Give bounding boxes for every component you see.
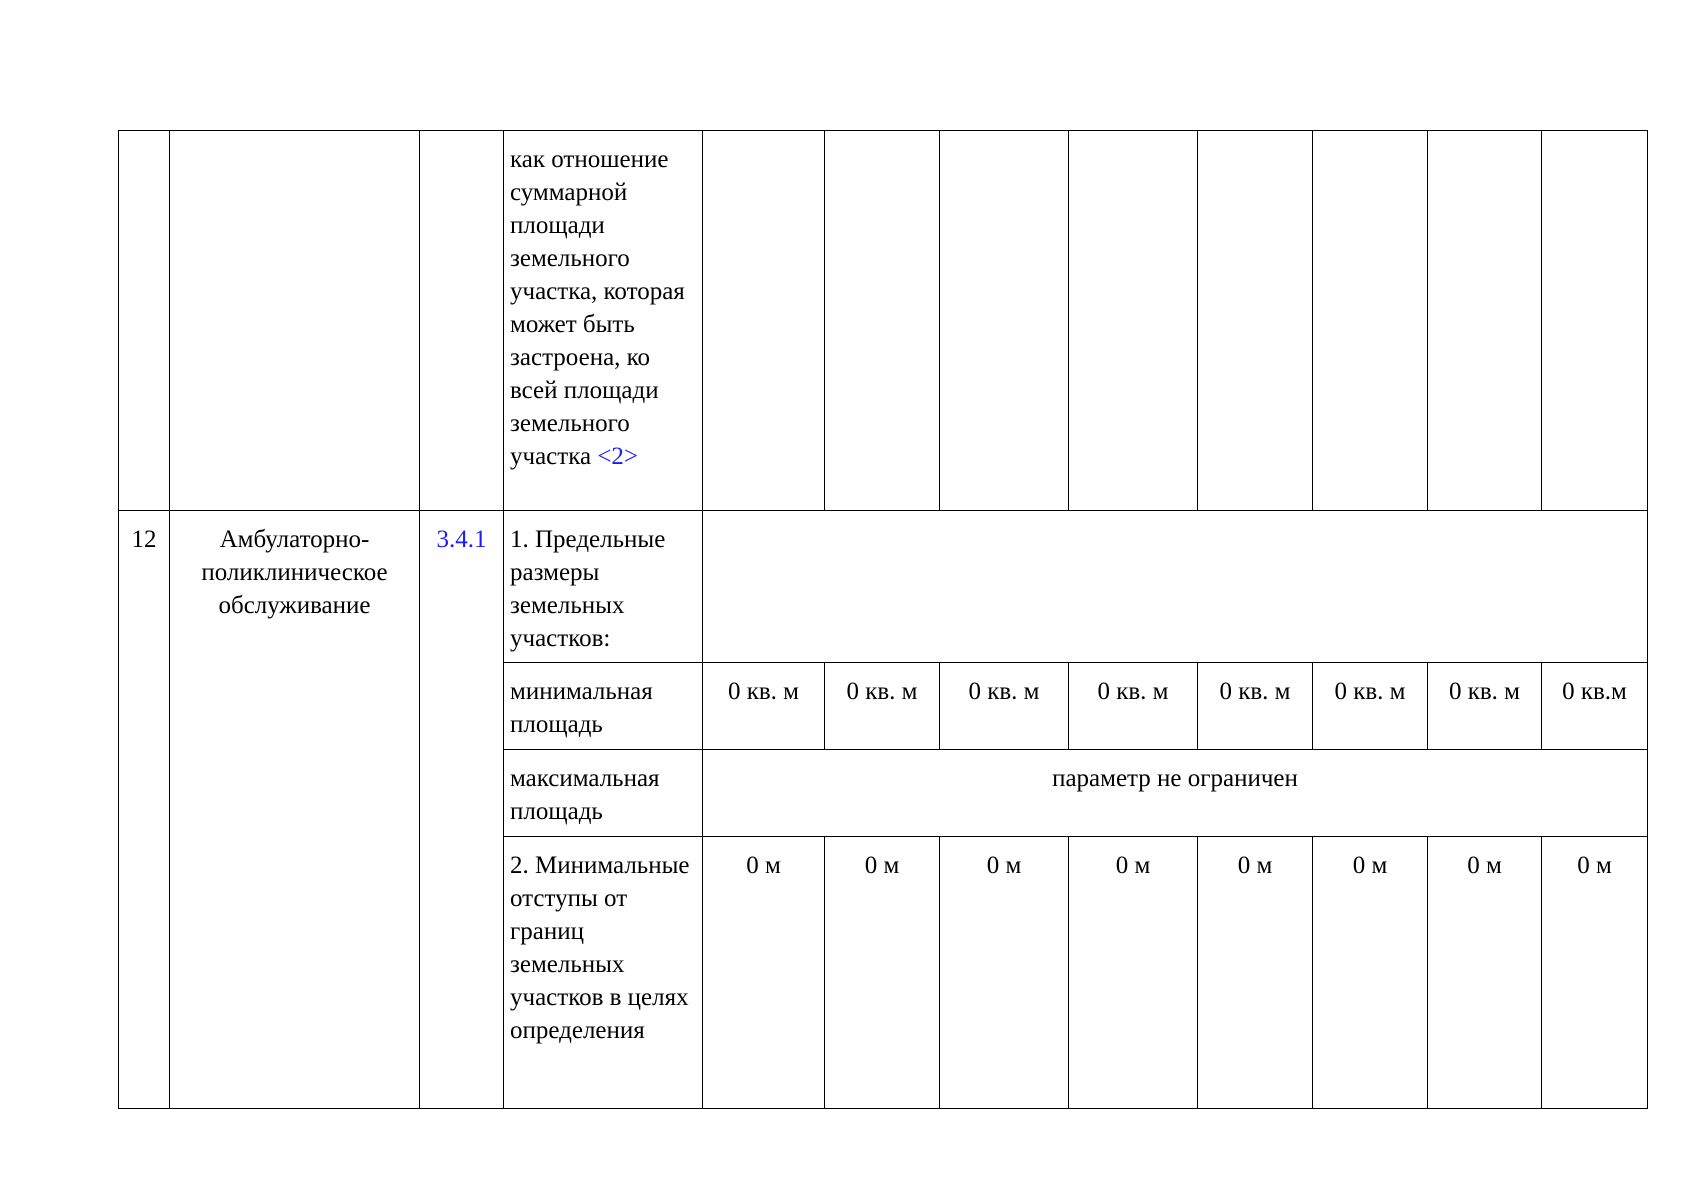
value-cell: 0 кв. м (1428, 663, 1542, 750)
parameter-cell: максимальная площадь (504, 750, 703, 837)
land-use-code-link[interactable]: 3.4.1 (436, 526, 487, 553)
parameter-cell: 1. Предельные размеры земельных участков: (504, 511, 703, 663)
value-cell: 0 м (1313, 837, 1428, 1109)
land-use-code-cell (420, 511, 504, 1109)
value-cell: 0 кв. м (1313, 663, 1428, 750)
value-cell: 0 кв. м (703, 663, 825, 750)
value-cell: 0 кв. м (1198, 663, 1313, 750)
table-row (119, 511, 1648, 663)
value-cell-empty (1542, 131, 1648, 511)
value-cell-empty (1069, 131, 1198, 511)
value-cell: 0 м (1069, 837, 1198, 1109)
value-cell: 0 кв. м (1069, 663, 1198, 750)
parameter-text: как отношение суммарной площади земельного участка, которая может быть застроена, ко всей площади земельного участка (510, 146, 685, 470)
merged-value-cell: параметр не ограничен (703, 750, 1648, 837)
row-number-cell: 12 (119, 511, 170, 1109)
parameter-cell (504, 131, 703, 511)
value-cell: 0 кв.м (1542, 663, 1648, 750)
row-code-cell-empty (420, 131, 504, 511)
row-name-cell-empty (170, 131, 420, 511)
table-row-continued (119, 131, 1648, 511)
value-cell-empty (1313, 131, 1428, 511)
value-cell: 0 м (1428, 837, 1542, 1109)
value-cell: 0 м (703, 837, 825, 1109)
value-cell-empty (703, 131, 825, 511)
value-cell-empty (1428, 131, 1542, 511)
value-cell-empty (940, 131, 1069, 511)
value-cell: 0 м (825, 837, 940, 1109)
merged-value-cell (703, 511, 1648, 663)
regulations-table (118, 130, 1648, 1109)
value-cell-empty (825, 131, 940, 511)
footnote-link[interactable]: <2> (597, 443, 639, 470)
value-cell: 0 м (940, 837, 1069, 1109)
parameter-cell: минимальная площадь (504, 663, 703, 750)
value-cell: 0 м (1542, 837, 1648, 1109)
parameter-cell: 2. Минимальные отступы от границ земельных участков в целях определения (504, 837, 703, 1109)
value-cell-empty (1198, 131, 1313, 511)
land-use-name-cell: Амбулаторно-поликлиническое обслуживание (170, 511, 420, 1109)
value-cell: 0 м (1198, 837, 1313, 1109)
value-cell: 0 кв. м (940, 663, 1069, 750)
row-number-cell-empty (119, 131, 170, 511)
value-cell: 0 кв. м (825, 663, 940, 750)
